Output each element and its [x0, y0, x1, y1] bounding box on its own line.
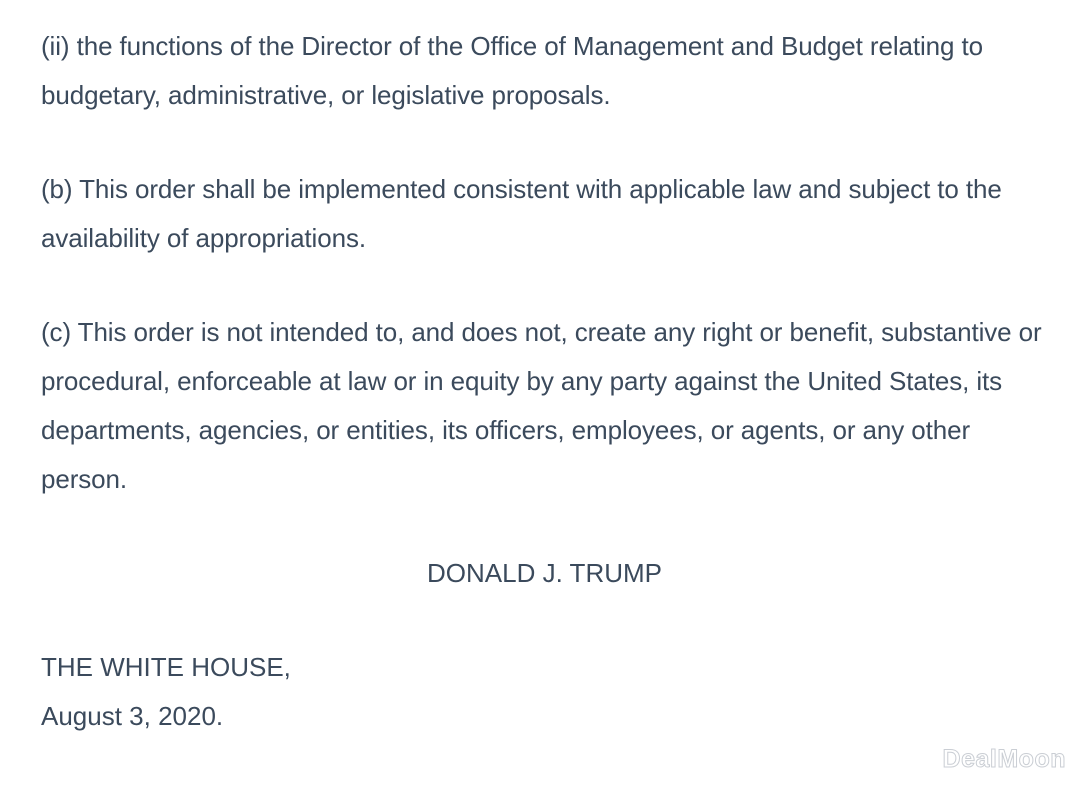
- paragraph-c: (c) This order is not intended to, and does not, create any right or benefit, substantive or procedural, enforceable at law or in equity by any party against the United States, its departments, agencies, or entities, its officers, employees, or agents, or any other person.: [41, 317, 1042, 494]
- paragraph-b: (b) This order shall be implemented consistent with applicable law and subject to the availability of appropriations.: [41, 174, 1002, 253]
- issuer: THE WHITE HOUSE,: [41, 652, 291, 682]
- watermark-logo: DealMoon: [942, 745, 1066, 773]
- document-body: [41, 22, 1051, 741]
- paragraph-ii: (ii) the functions of the Director of the Office of Management and Budget relating to budgetary, administrative, or legislative proposals.: [41, 31, 983, 110]
- signature: DONALD J. TRUMP: [427, 558, 662, 588]
- issue-date: August 3, 2020.: [41, 701, 224, 731]
- document-footer: [41, 643, 1051, 741]
